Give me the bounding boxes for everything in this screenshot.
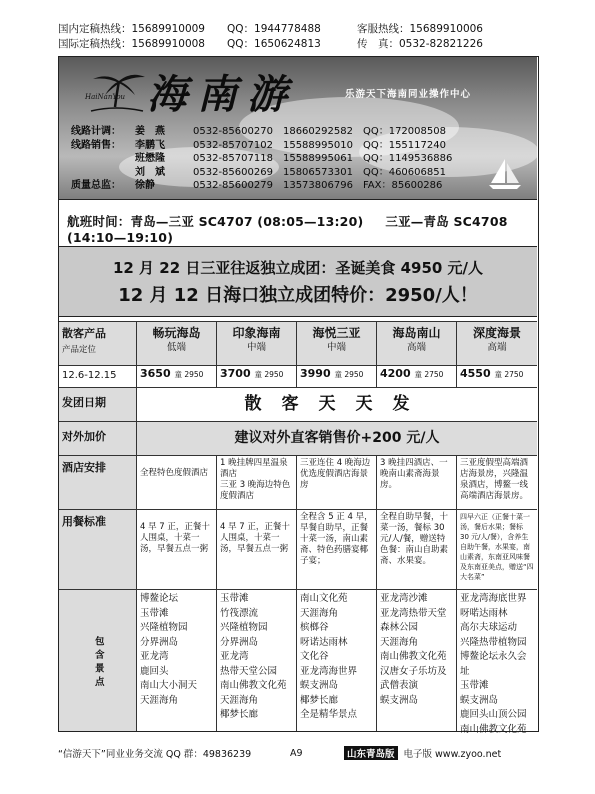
contact-row: 刘 斌 0532-85600269 15806573301 QQ：460606851 bbox=[135, 166, 446, 178]
promo-line-1: 12 月 22 日三亚往返独立成团：圣诞美食 4950 元/人 bbox=[112, 259, 484, 277]
fax-number: 传 真：0532-82821226 bbox=[357, 38, 483, 50]
promo-line-2: 12 月 12 日海口独立成团特价：2950/人！ bbox=[118, 285, 478, 306]
attraction-list: 博鳌论坛 玉带滩 兴隆植物园 分界洲岛 亚龙湾 鹿回头 南山大小洞天 天涯海角 bbox=[137, 590, 217, 731]
suggested-price: 建议对外直客销售价+200 元/人 bbox=[137, 422, 537, 455]
product-column: 海岛南山 高端 bbox=[377, 322, 457, 365]
hotline-header bbox=[58, 22, 537, 54]
banner bbox=[59, 57, 537, 199]
contact-row: 质量总监： 徐静 0532-85600279 13573806796 FAX：85600286 bbox=[71, 180, 443, 192]
departure-row: 发团日期 散客天天发 bbox=[59, 388, 537, 422]
meal-row: 用餐标准 4 早 7 正，正餐十人围桌，十菜一汤，早餐五点一粥 4 早 7 正，正餐十人围桌，十菜一汤，早餐五点一粥 全程含 5 正 4 早，早餐自助早，正餐十菜一汤，南山素斋、特色药膳宴椰子宴； 全程自助早餐，十菜一汤，餐标 30 元/人/餐，赠送特色餐：南山自助素斋、水果宴。 四早六正（正餐十菜一汤，餐后水果；餐标 30 元/人/餐），含养生自助午餐，水果宴，南山素斋，东南亚风味餐及东南亚美点，赠送“四大名菜” bbox=[59, 510, 537, 590]
service-hotline: 客服热线：15689910006 bbox=[357, 23, 483, 35]
slogan: 乐游天下海南同业操作中心 bbox=[345, 89, 472, 100]
brand-title: 海南游 bbox=[147, 71, 297, 118]
international-qq: QQ：1650624813 bbox=[226, 38, 321, 50]
attraction-list: 亚龙湾海底世界 呀喏达雨林 高尔夫球运动 兴隆热带植物园 博鳌论坛永久会址 玉带滩 蜈支洲岛 鹿回头山顶公园 南山佛教文化苑 bbox=[460, 593, 527, 735]
flyer-page bbox=[58, 56, 539, 735]
product-table bbox=[59, 321, 537, 735]
sailboat-icon bbox=[485, 157, 525, 191]
price-row: 12.6-12.15 3650 童 2950 3700 童 2950 3990 童 2950 4200 童 2750 4550 童 2750 bbox=[59, 366, 537, 388]
return-flight: 三亚—青岛 SC4708 (14:10—19:10) bbox=[67, 214, 508, 245]
logo-text: HaiNanYou bbox=[85, 93, 126, 101]
page-number: A9 bbox=[290, 747, 303, 759]
product-column: 海悦三亚 中端 bbox=[297, 322, 377, 365]
attraction-list: 南山文化苑 天涯海角 槟榔谷 呀诺达雨林 文化谷 亚龙湾海世界 蜈支洲岛 椰梦长廊 全是精华景点 bbox=[297, 590, 377, 731]
edition-badge: 山东青岛版 bbox=[344, 746, 398, 760]
palm-tree-logo-icon bbox=[81, 67, 151, 117]
promotion-banner bbox=[59, 247, 537, 317]
outbound-flight: 青岛—三亚 SC4707 (08:05—13:20) bbox=[130, 214, 364, 229]
contact-row: 线路销售： 李鹏飞 0532-85707102 15588995010 QQ：155117240 bbox=[71, 139, 446, 151]
edition-site: 电子版 www.zyoo.net bbox=[403, 749, 502, 760]
qq-group: “信游天下”同业业务交流 QQ 群：49836239 bbox=[58, 749, 252, 760]
contact-row: 班懋隆 0532-85707118 15588995061 QQ：1149536886 bbox=[135, 153, 453, 165]
international-hotline: 国际定稿热线：15689910008 bbox=[58, 38, 205, 50]
attraction-list: 亚龙湾沙滩 亚龙湾热带天堂森林公园 天涯海角 南山佛教文化苑 汉唐女子乐坊及武僧表演 蜈支洲岛 bbox=[377, 590, 457, 731]
attractions-row: 包含景点 博鳌论坛 玉带滩 兴隆植物园 分界洲岛 亚龙湾 鹿回头 南山大小洞天 天涯海角 玉带滩 竹筏漂流 兴隆植物园 分界洲岛 亚龙湾 热带天堂公园 南山佛教文化苑 天涯海角 椰梦长廊 南山文化苑 天涯海角 槟榔谷 呀诺达雨林 文化谷 亚龙湾海世界 蜈支洲岛 椰梦长廊 全是精华景点 亚龙湾沙滩 亚龙湾热带天堂森林公园 天涯海角 南山佛教文化苑 汉唐女子乐坊及武僧表演 蜈支洲岛 亚龙湾海底世界 呀喏达雨林 高尔夫球运动 兴隆热带植物园 博鳌论坛永久会址 玉带滩 蜈支洲岛 鹿回头山顶公园 南山佛教文化苑 bbox=[59, 590, 537, 731]
contact-list bbox=[71, 125, 462, 193]
product-column: 印象海南 中端 bbox=[217, 322, 297, 365]
hotel-row: 酒店安排 全程特色度假酒店 1 晚挂牌四星温泉酒店 三亚 3 晚海边特色度假酒店 三亚连住 4 晚海边优选度假酒店海景房 3 晚挂四酒店、一晚南山素斋海景房。 三亚度假型高端酒店海景房，兴隆温泉酒店，博鳌一线高端酒店海景房。 bbox=[59, 456, 537, 510]
product-column: 畅玩海岛 低端 bbox=[137, 322, 217, 365]
contact-row: 线路计调： 姜 燕 0532-85600270 18660292582 QQ：172008508 bbox=[71, 126, 446, 137]
domestic-qq: QQ：1944778488 bbox=[226, 23, 321, 35]
attraction-list: 玉带滩 竹筏漂流 兴隆植物园 分界洲岛 亚龙湾 热带天堂公园 南山佛教文化苑 天涯海角 椰梦长廊 bbox=[217, 590, 297, 731]
markup-row: 对外加价 建议对外直客销售价+200 元/人 bbox=[59, 422, 537, 456]
product-header-row: 散客产品 产品定位 畅玩海岛 低端 印象海南 中端 海悦三亚 中端 海岛南山 高端 深度海景 高端 bbox=[59, 321, 537, 366]
departure-text: 散客天天发 bbox=[244, 394, 430, 414]
product-column: 深度海景 高端 bbox=[472, 326, 521, 353]
flight-schedule: 航班时间：青岛—三亚 SC4707 (08:05—13:20) 三亚—青岛 SC4708 (14:10—19:10) bbox=[59, 199, 537, 247]
page-footer bbox=[58, 745, 537, 761]
domestic-hotline: 国内定稿热线：15689910009 bbox=[58, 23, 205, 35]
